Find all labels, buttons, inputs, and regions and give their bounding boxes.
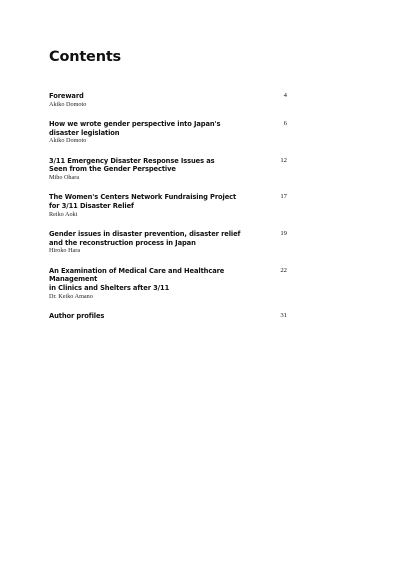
toc-entry-title-line: in Clinics and Shelters after 3/11 — [49, 284, 170, 293]
toc-entry-page-number: 4 — [283, 92, 287, 99]
toc-entry-gender-perspective-legislation[interactable] — [49, 120, 287, 145]
toc-entry-foreword[interactable] — [49, 92, 287, 109]
page-title: Contents — [49, 49, 121, 65]
toc-entry-title[interactable] — [49, 92, 264, 101]
toc-entry-title-line: Seen from the Gender Perspective — [49, 165, 176, 174]
toc-entry-title[interactable] — [49, 230, 264, 247]
toc-entry-title-line: 3/11 Emergency Disaster Response Issues as — [49, 156, 215, 165]
toc-entry-title-line: Gender issues in disaster prevention, disaster relief — [49, 230, 241, 239]
toc-entry-author: Akiko Domoto — [49, 137, 87, 145]
toc-entry-author: Hiroko Hara — [49, 247, 81, 255]
toc-entry-title[interactable] — [49, 120, 264, 137]
toc-entry-page-number: 31 — [280, 312, 287, 320]
toc-entry-emergency-response-issues[interactable] — [49, 157, 287, 182]
toc-entry-title-line: An Examination of Medical Care and Healthcare Management — [49, 266, 225, 284]
toc-entry-author: Miho Ohara — [49, 173, 80, 181]
toc-entry-title-line: for 3/11 Disaster Relief — [49, 202, 134, 211]
toc-entry-title-line: disaster legislation — [49, 128, 120, 137]
toc-entry-author: Reiko Aoki — [49, 210, 78, 218]
toc-entry-title[interactable] — [49, 267, 264, 293]
toc-entry-title-line: and the reconstruction process in Japan — [49, 238, 196, 247]
toc-entry-fundraising-project[interactable] — [49, 193, 287, 218]
toc-entry-title-line: The Women's Centers Network Fundraising Project — [49, 193, 237, 202]
toc-entry-page-number: 12 — [280, 156, 287, 164]
toc-entry-gender-issues-disaster-prevention[interactable] — [49, 230, 287, 255]
toc-entry-title[interactable] — [49, 193, 264, 210]
toc-entry-title-line: How we wrote gender perspective into Japan's — [49, 120, 221, 129]
toc-entry-page-number: 17 — [280, 193, 287, 201]
toc-entry-title-line: Foreward — [49, 92, 84, 100]
toc-entry-page-number: 22 — [280, 266, 287, 274]
toc-entry-page-number: 6 — [283, 120, 287, 128]
toc-entry-author: Dr. Keiko Amano — [49, 292, 93, 300]
table-of-contents — [49, 92, 287, 332]
toc-entry-title[interactable] — [49, 312, 264, 321]
toc-entry-page-number: 19 — [280, 230, 287, 238]
toc-entry-author-profiles[interactable] — [49, 312, 287, 321]
toc-entry-medical-care-examination[interactable] — [49, 267, 287, 301]
toc-entry-title[interactable] — [49, 157, 264, 174]
toc-entry-title-line: Author profiles — [49, 312, 105, 321]
toc-entry-author: Akiko Domoto — [49, 100, 87, 108]
